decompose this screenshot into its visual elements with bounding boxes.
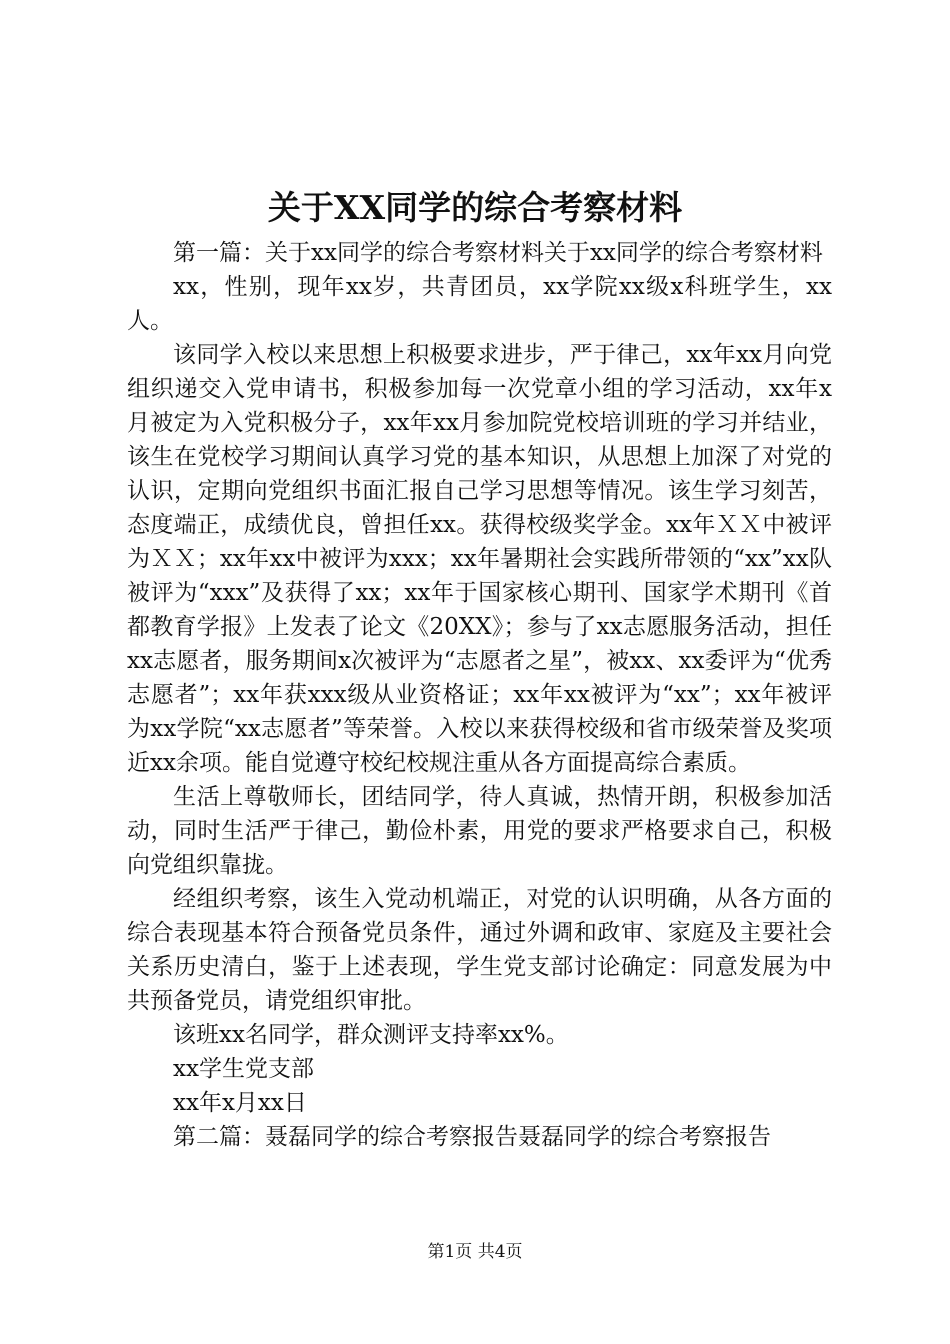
page-number-footer: 第1页 共4页 (427, 1242, 523, 1262)
paragraph-basic-info: xx，性别，现年xx岁，共青团员，xx学院xx级x科班学生，xx人。 (127, 274, 832, 334)
paragraph-political-study: 该同学入校以来思想上积极要求进步，严于律己，xx年xx月向党组织递交入党申请书，积极参加每一次党章小组的学习活动，xx年x月被定为入党积极分子，xx年xx月参加院党校培训班的学习并结业，该生在党校学习期间认真学习党的基本知识，从思想上加深了对党的认识，定期向党组织书面汇报自己学习思想等情况。该生学习刻苦，态度端正，成绩优良，曾担任xx。获得校级奖学金。xx年ＸＸ中被评为ＸＸ；xx年xx中被评为xxx；xx年暑期社会实践所带领的“xx”xx队被评为“xxx”及获得了xx；xx年于国家核心期刊、国家学术期刊《首都教育学报》上发表了论文《20XX》；参与了xx志愿服务活动，担任xx志愿者，服务期间x次被评为“志愿者之星”，被xx、xx委评为“优秀志愿者”；xx年获xxx级从业资格证；xx年xx被评为“xx”；xx年被评为xx学院“xx志愿者”等荣誉。入校以来获得校级和省市级荣誉及奖项近xx余项。能自觉遵守校纪校规注重从各方面提高综合素质。 (127, 342, 832, 776)
paragraph-assessment-conclusion: 经组织考察，该生入党动机端正，对党的认识明确，从各方面的综合表现基本符合预备党员条件，通过外调和政审、家庭及主要社会关系历史清白，鉴于上述表现，学生党支部讨论确定：同意发展为中共预备党员，请党组织审批。 (127, 886, 832, 1014)
paragraph-daily-life: 生活上尊敬师长，团结同学，待人真诚，热情开朗，积极参加活动，同时生活严于律己，勤俭朴素，用党的要求严格要求自己，积极向党组织靠拢。 (127, 784, 832, 878)
paragraph-part-one-heading: 第一篇：关于xx同学的综合考察材料关于xx同学的综合考察材料 (173, 240, 823, 266)
signature-party-branch: xx学生党支部 (173, 1056, 314, 1082)
paragraph-part-two-heading: 第二篇：聂磊同学的综合考察报告聂磊同学的综合考察报告 (173, 1124, 771, 1150)
document-body (127, 236, 832, 1154)
document-title: 关于XX同学的综合考察材料 (267, 188, 683, 227)
paragraph-support-rate: 该班xx名同学，群众测评支持率xx%。 (173, 1022, 569, 1048)
signature-date: xx年x月xx日 (173, 1090, 307, 1116)
